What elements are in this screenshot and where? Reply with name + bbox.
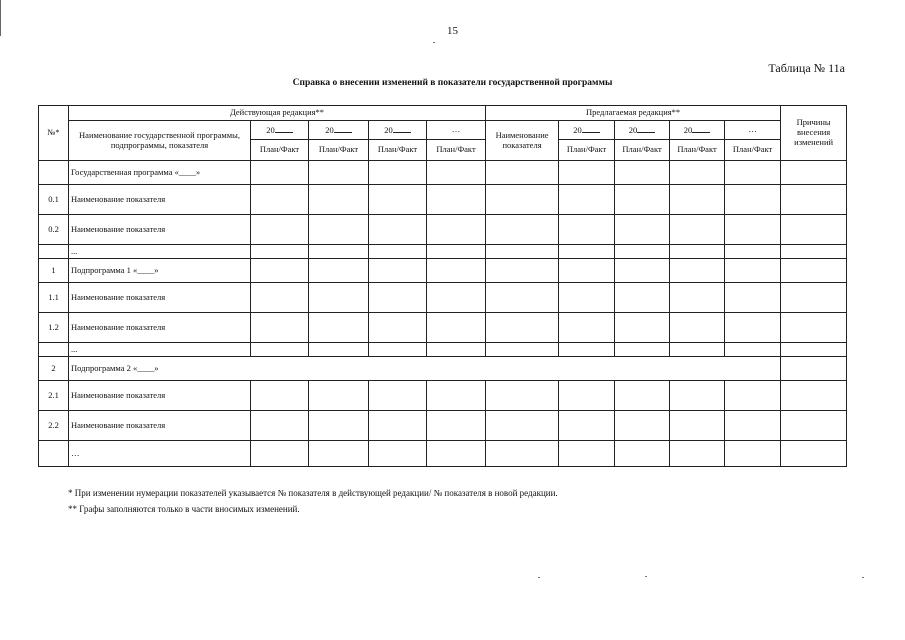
empty-cell xyxy=(309,245,369,259)
table-row xyxy=(39,357,847,381)
empty-cell xyxy=(369,185,427,215)
empty-cell xyxy=(670,245,725,259)
row-name: ... xyxy=(69,245,251,259)
empty-cell xyxy=(725,411,781,441)
empty-cell xyxy=(725,441,781,467)
empty-cell xyxy=(427,215,486,245)
table-row xyxy=(39,215,847,245)
empty-cell xyxy=(486,381,559,411)
empty-cell xyxy=(670,343,725,357)
empty-cell xyxy=(615,283,670,313)
empty-cell xyxy=(309,259,369,283)
indicator-changes-table xyxy=(38,105,847,467)
empty-cell xyxy=(615,259,670,283)
plan-fact-label: План/Факт xyxy=(309,140,369,161)
empty-cell xyxy=(670,215,725,245)
year-prefix: 20 xyxy=(384,125,393,136)
empty-cell xyxy=(251,161,309,185)
empty-cell xyxy=(725,245,781,259)
empty-cell xyxy=(725,283,781,313)
empty-cell xyxy=(559,381,615,411)
table-row xyxy=(39,161,847,185)
empty-cell xyxy=(486,283,559,313)
empty-cell xyxy=(615,343,670,357)
empty-cell xyxy=(309,343,369,357)
empty-cell xyxy=(251,215,309,245)
empty-cell xyxy=(781,313,847,343)
empty-cell xyxy=(251,283,309,313)
empty-cell xyxy=(559,215,615,245)
row-number xyxy=(39,161,69,185)
empty-cell xyxy=(427,441,486,467)
empty-cell xyxy=(309,313,369,343)
empty-cell xyxy=(486,161,559,185)
empty-cell xyxy=(486,343,559,357)
empty-cell xyxy=(559,411,615,441)
header-name-proposed: Наименование показателя xyxy=(486,121,559,161)
empty-cell xyxy=(781,161,847,185)
empty-cell xyxy=(369,381,427,411)
empty-cell xyxy=(781,215,847,245)
empty-cell xyxy=(725,343,781,357)
empty-cell xyxy=(781,441,847,467)
empty-cell xyxy=(670,185,725,215)
empty-cell xyxy=(670,381,725,411)
scan-speck xyxy=(645,576,647,577)
row-number: 2 xyxy=(39,357,69,381)
empty-cell xyxy=(781,185,847,215)
row-name: … xyxy=(69,441,251,467)
plan-fact-label: План/Факт xyxy=(369,140,427,161)
empty-cell xyxy=(309,215,369,245)
empty-cell xyxy=(427,283,486,313)
row-name: Государственная программа «____» xyxy=(69,161,251,185)
header-year-3-proposed xyxy=(670,121,725,140)
year-blank xyxy=(692,124,710,133)
row-number: 1.2 xyxy=(39,313,69,343)
empty-cell xyxy=(369,411,427,441)
page-number: 15 xyxy=(447,25,458,37)
empty-cell xyxy=(615,161,670,185)
empty-cell xyxy=(559,245,615,259)
footnote-1: * При изменении нумерации показателей указывается № показателя в действующей редакции/ № показателя в новой редакции. xyxy=(68,488,558,498)
empty-cell xyxy=(781,259,847,283)
empty-cell xyxy=(559,161,615,185)
empty-cell xyxy=(427,313,486,343)
table-row xyxy=(39,411,847,441)
table-row xyxy=(39,259,847,283)
plan-fact-label: План/Факт xyxy=(251,140,309,161)
empty-cell xyxy=(309,161,369,185)
row-name: Наименование показателя xyxy=(69,381,251,411)
table-row xyxy=(39,343,847,357)
empty-cell xyxy=(615,441,670,467)
empty-cell xyxy=(781,357,847,381)
empty-cell xyxy=(251,245,309,259)
plan-fact-label: План/Факт xyxy=(427,140,486,161)
empty-cell xyxy=(615,215,670,245)
row-name: Наименование показателя xyxy=(69,313,251,343)
table-row xyxy=(39,381,847,411)
header-year-1-proposed xyxy=(559,121,615,140)
row-name: Наименование показателя xyxy=(69,283,251,313)
empty-cell xyxy=(369,161,427,185)
row-number: 2.2 xyxy=(39,411,69,441)
year-blank xyxy=(275,124,293,133)
scan-speck xyxy=(538,577,540,578)
empty-cell xyxy=(486,215,559,245)
row-number: 1 xyxy=(39,259,69,283)
table-row xyxy=(39,185,847,215)
row-number: 0.2 xyxy=(39,215,69,245)
header-row-editions xyxy=(39,106,847,121)
empty-cell xyxy=(559,283,615,313)
empty-cell xyxy=(251,185,309,215)
footnotes xyxy=(68,488,558,521)
row-name: Наименование показателя xyxy=(69,411,251,441)
year-prefix: 20 xyxy=(325,125,334,136)
table-row xyxy=(39,313,847,343)
empty-cell xyxy=(309,381,369,411)
table-number: Таблица № 11а xyxy=(768,61,845,75)
header-year-2-proposed xyxy=(615,121,670,140)
header-name-current: Наименование государственной программы, подпрограммы, показателя xyxy=(69,121,251,161)
plan-fact-label: План/Факт xyxy=(725,140,781,161)
year-blank xyxy=(637,124,655,133)
empty-cell xyxy=(725,215,781,245)
header-year-1 xyxy=(251,121,309,140)
row-number xyxy=(39,245,69,259)
row-number: 0.1 xyxy=(39,185,69,215)
empty-cell xyxy=(559,185,615,215)
header-year-more: … xyxy=(427,121,486,140)
empty-cell xyxy=(486,411,559,441)
empty-cell xyxy=(670,411,725,441)
header-year-2 xyxy=(309,121,369,140)
empty-cell xyxy=(486,441,559,467)
year-prefix: 20 xyxy=(573,125,582,136)
empty-cell xyxy=(251,313,309,343)
plan-fact-label: План/Факт xyxy=(670,140,725,161)
table-row xyxy=(39,283,847,313)
row-number: 1.1 xyxy=(39,283,69,313)
empty-cell xyxy=(559,259,615,283)
scan-speck xyxy=(862,577,864,578)
year-blank xyxy=(334,124,352,133)
empty-cell xyxy=(309,283,369,313)
header-proposed-edition: Предлагаемая редакция** xyxy=(486,106,781,121)
row-number xyxy=(39,343,69,357)
empty-cell xyxy=(251,441,309,467)
row-name: Наименование показателя xyxy=(69,215,251,245)
footnote-2: ** Графы заполняются только в части вносимых изменений. xyxy=(68,504,300,515)
header-current-edition: Действующая редакция** xyxy=(69,106,486,121)
empty-cell xyxy=(670,441,725,467)
header-year-more-proposed: … xyxy=(725,121,781,140)
empty-cell xyxy=(615,411,670,441)
empty-cell xyxy=(427,245,486,259)
empty-cell xyxy=(369,259,427,283)
empty-cell xyxy=(615,245,670,259)
row-number: 2.1 xyxy=(39,381,69,411)
year-prefix: 20 xyxy=(628,125,638,136)
row-name: Подпрограмма 2 «____» xyxy=(69,357,781,381)
table-row xyxy=(39,441,847,467)
empty-cell xyxy=(781,245,847,259)
empty-cell xyxy=(670,313,725,343)
empty-cell xyxy=(369,245,427,259)
row-number xyxy=(39,441,69,467)
empty-cell xyxy=(427,259,486,283)
year-prefix: 20 xyxy=(266,125,275,136)
empty-cell xyxy=(251,381,309,411)
header-reasons: Причины внесения изменений xyxy=(781,106,847,161)
header-row-years xyxy=(39,121,847,140)
empty-cell xyxy=(725,161,781,185)
empty-cell xyxy=(559,441,615,467)
empty-cell xyxy=(559,313,615,343)
empty-cell xyxy=(725,381,781,411)
row-name: ... xyxy=(69,343,251,357)
empty-cell xyxy=(251,343,309,357)
year-blank xyxy=(393,124,411,133)
plan-fact-label: План/Факт xyxy=(615,140,670,161)
empty-cell xyxy=(251,259,309,283)
row-name: Наименование показателя xyxy=(69,185,251,215)
empty-cell xyxy=(369,313,427,343)
empty-cell xyxy=(486,245,559,259)
empty-cell xyxy=(369,441,427,467)
empty-cell xyxy=(369,343,427,357)
empty-cell xyxy=(309,185,369,215)
empty-cell xyxy=(615,313,670,343)
empty-cell xyxy=(615,185,670,215)
empty-cell xyxy=(781,343,847,357)
empty-cell xyxy=(725,313,781,343)
empty-cell xyxy=(781,411,847,441)
year-prefix: 20 xyxy=(683,125,693,136)
empty-cell xyxy=(615,381,670,411)
empty-cell xyxy=(427,343,486,357)
row-name: Подпрограмма 1 «____» xyxy=(69,259,251,283)
empty-cell xyxy=(427,185,486,215)
empty-cell xyxy=(670,161,725,185)
document-title: Справка о внесении изменений в показатели государственной программы xyxy=(292,78,613,88)
plan-fact-label: План/Факт xyxy=(559,140,615,161)
empty-cell xyxy=(309,411,369,441)
empty-cell xyxy=(670,259,725,283)
empty-cell xyxy=(309,441,369,467)
empty-cell xyxy=(781,283,847,313)
empty-cell xyxy=(725,259,781,283)
empty-cell xyxy=(725,185,781,215)
empty-cell xyxy=(427,411,486,441)
year-blank xyxy=(582,124,600,133)
empty-cell xyxy=(486,313,559,343)
empty-cell xyxy=(486,185,559,215)
header-number: №* xyxy=(39,106,69,161)
empty-cell xyxy=(369,215,427,245)
empty-cell xyxy=(670,283,725,313)
empty-cell xyxy=(559,343,615,357)
empty-cell xyxy=(781,381,847,411)
header-year-3 xyxy=(369,121,427,140)
empty-cell xyxy=(427,161,486,185)
empty-cell xyxy=(251,411,309,441)
empty-cell xyxy=(369,283,427,313)
scan-speck xyxy=(433,42,435,43)
empty-cell xyxy=(427,381,486,411)
empty-cell xyxy=(486,259,559,283)
table-row xyxy=(39,245,847,259)
